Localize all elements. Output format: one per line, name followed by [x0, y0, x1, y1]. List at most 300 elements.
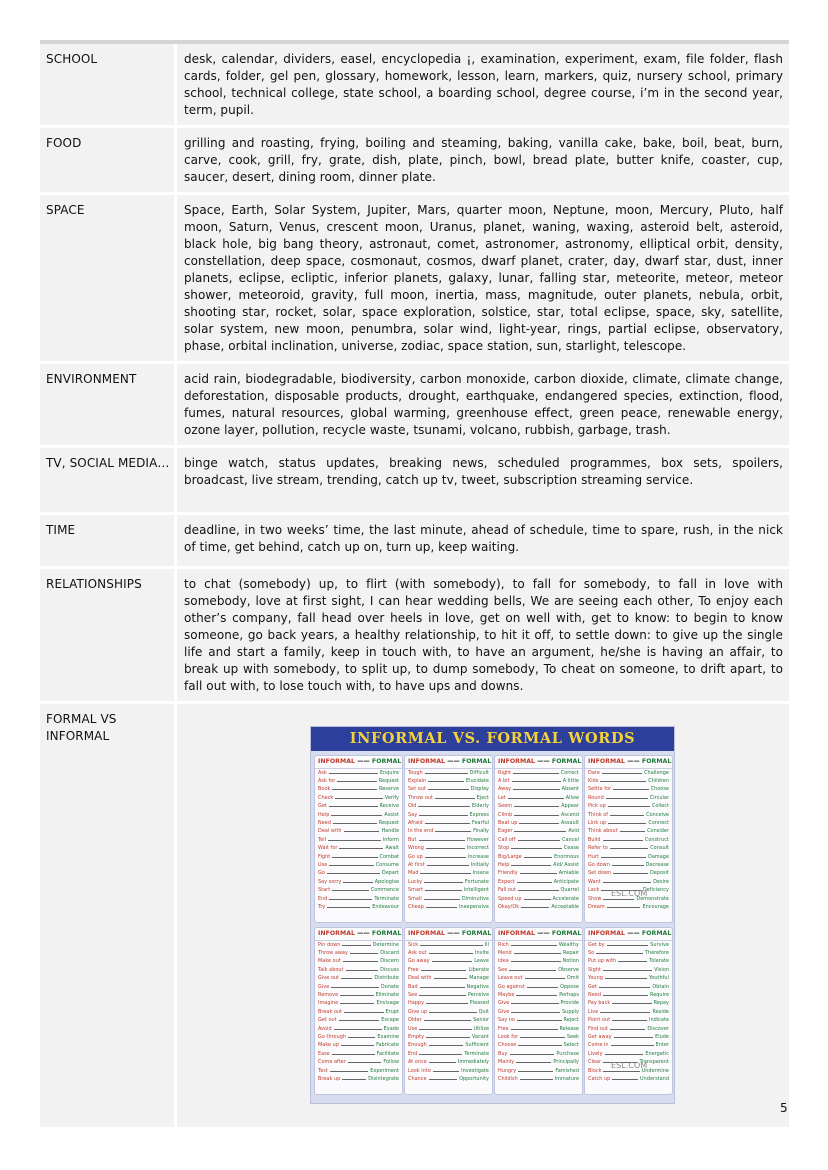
table-row [40, 704, 789, 1130]
connector-line [512, 781, 561, 782]
connector-line [599, 987, 650, 988]
informal-word: Get away [588, 1034, 612, 1040]
informal-word: Eager [498, 828, 513, 835]
formal-word: Oppose [560, 983, 579, 990]
formal-word: Experiment [370, 1067, 399, 1074]
formal-word: Immature [554, 1075, 579, 1082]
formal-word: Receive [379, 803, 399, 810]
formal-word: Facilitate [376, 1050, 399, 1057]
formal-word: Leave [474, 958, 489, 965]
formal-word: Circular [649, 794, 669, 801]
formal-word: Reserve [378, 786, 399, 793]
connector-line [605, 978, 647, 979]
informal-word: Empty [408, 1034, 425, 1040]
connector-line [435, 831, 471, 832]
informal-word: Need [318, 820, 331, 827]
connector-line [612, 1020, 647, 1021]
formal-word: Handle [381, 828, 399, 835]
informal-header: INFORMAL [408, 758, 446, 765]
informal-word: Live [588, 1008, 599, 1015]
connector-line [425, 857, 466, 858]
category-cell: SPACE [40, 195, 177, 364]
connector-line [350, 953, 378, 954]
category-cell: TV, SOCIAL MEDIA… [40, 448, 177, 515]
formal-word: Survive [650, 941, 669, 948]
formal-word: Disintegrate [368, 1075, 399, 1082]
word-pair [315, 1075, 402, 1083]
formal-header: FORMAL [461, 758, 492, 765]
formal-word: Repay [653, 1000, 669, 1007]
connector-line [520, 1079, 553, 1080]
connector-line [527, 987, 558, 988]
formal-word: Avid [568, 828, 579, 835]
formal-word: Endeavour [372, 903, 399, 910]
informal-word: End [318, 895, 328, 902]
connector-line [342, 1079, 366, 1080]
informal-word: Beat up [498, 820, 518, 827]
header-dash: —— [625, 758, 642, 765]
formal-word: Tolerate [649, 958, 669, 965]
formal-word: Commence [370, 887, 399, 894]
words-cell: acid rain, biodegradable, biodiversity, carbon monoxide, carbon dioxide, climate, climate change, deforestation, disposable products, drought, earthquake, endangered species, extinction, flood, fumes, natural resources, global warming, greenhouse effect, green peace, renewable energy, ozone layer, pollution, recycle waste, tsunami, volcano, rubbish, garbage, trash. [177, 364, 789, 448]
formal-word: Discover [647, 1025, 669, 1032]
connector-line [620, 831, 645, 832]
formal-word: Apologise [374, 878, 399, 885]
connector-line [420, 945, 483, 946]
informal-word: Go away [408, 958, 430, 965]
connector-line [429, 1045, 464, 1046]
word-pair [585, 1075, 672, 1083]
informal-word: Smart [408, 887, 424, 894]
informal-word: Talk about [318, 966, 344, 973]
connector-line [332, 890, 369, 891]
informal-word: Go [318, 870, 325, 877]
informal-word: Free [408, 966, 419, 973]
formal-word: Insane [472, 870, 489, 877]
infographic-title: INFORMAL VS. FORMAL WORDS [311, 727, 674, 751]
connector-line [602, 773, 642, 774]
connector-line [424, 1020, 472, 1021]
category-cell: TIME [40, 515, 177, 569]
connector-line [511, 945, 557, 946]
formal-word: Transparent [639, 1059, 669, 1066]
connector-line [607, 945, 649, 946]
word-panel [494, 755, 583, 923]
connector-line [518, 1071, 553, 1072]
formal-word: Sufficient [465, 1042, 489, 1049]
category-cell: RELATIONSHIPS [40, 569, 177, 704]
header-dash: —— [535, 930, 552, 937]
connector-line [346, 970, 379, 971]
formal-word: Conceive [646, 811, 669, 818]
informal-word: Right [498, 769, 512, 776]
connector-line [603, 970, 652, 971]
formal-header: FORMAL [371, 930, 402, 937]
words-cell: to chat (somebody) up, to flirt (with somebody), to fall for somebody, to fall in love with somebody, love at first sight, I can hear wedding bells, We are seeing each other, To enjoy each other’s company, fall head over heels in love, get on well with, get to know: to begin to know someone, go back years, a healthy relationship, to hit it off, to settle down: to give up the single life and start a family, keep in touch with, to have an argument, he/she is having an affair, to break up with somebody, to split up, to dump somebody, To cheat on someone, to drift apart, to fall out with, to lose touch with, to have ups and downs. [177, 569, 789, 704]
informal-word: Let [498, 794, 506, 801]
formal-word: Consider [647, 828, 669, 835]
formal-word: Wealthy [558, 941, 579, 948]
connector-line [340, 995, 373, 996]
formal-word: Fortunate [464, 878, 489, 885]
informal-word: Older [408, 1017, 422, 1024]
informal-word: Hurt [588, 853, 599, 860]
informal-word: Small [408, 895, 422, 902]
informal-word: Old [408, 803, 417, 810]
informal-word: Help [318, 811, 330, 818]
connector-line [343, 882, 372, 883]
formal-word: Obtain [652, 983, 669, 990]
table-row [40, 448, 789, 515]
formal-word: Quit [478, 1008, 489, 1015]
connector-line [610, 848, 648, 849]
connector-line [511, 961, 561, 962]
formal-word: Determine [372, 941, 399, 948]
connector-line [510, 1054, 555, 1055]
informal-word: Build [588, 836, 601, 843]
connector-line [340, 1003, 374, 1004]
formal-word: Intelligent [463, 887, 489, 894]
connector-line [612, 1079, 638, 1080]
connector-line [337, 781, 376, 782]
formal-word: Amiable [558, 870, 579, 877]
informal-word: Test [318, 1067, 328, 1074]
informal-word: Throw away [318, 950, 348, 957]
informal-word: Go down [588, 862, 610, 868]
informal-word: Lucky [408, 878, 423, 885]
informal-word: End [408, 1050, 418, 1057]
connector-line [608, 806, 650, 807]
informal-word: Lack [588, 887, 600, 894]
informal-header: INFORMAL [318, 930, 356, 937]
formal-word: Construct [644, 836, 669, 843]
formal-word: Request [378, 778, 399, 785]
words-cell: Space, Earth, Solar System, Jupiter, Mars, quarter moon, Neptune, moon, Mercury, Pluto, half moon, Saturn, Venus, crescent moon, Uranus, planet, waning, waxing, asteroid belt, asteroid, black hole, big bang theory, astronaut, comet, astronomer, astronomy, elliptical orbit, density, constellation, deep space, cosmonaut, cosmos, dwarf planet, crater, day, dwarf star, dust, inner planets, eclipse, ecliptic, inferior planets, galaxy, lunar, falling star, meteorite, meteor, meteor shower, meteoroid, gravity, full moon, inertia, mass, magnitude, outer planets, nebula, orbit, shooting star, rocket, solar, space exploration, solstice, star, total eclipse, space, sky, satellite, solar system, new moon, penumbra, solar wind, light-year, rings, partial eclipse, observatory, phase, orbital inclination, universe, zodiac, space station, sun, starlight, telescope. [177, 195, 789, 364]
formal-word: Utilize [473, 1025, 489, 1032]
formal-word: Assist [384, 811, 399, 818]
informal-word: Ask for [318, 778, 336, 785]
informal-word: Break up [318, 1075, 341, 1082]
informal-word: Try [318, 903, 326, 910]
formal-word: Fabricate [376, 1042, 399, 1049]
connector-line [517, 882, 552, 883]
informal-word: Free [498, 1025, 509, 1032]
formal-word: Demonstrate [636, 895, 669, 902]
informal-word: Go against [498, 983, 525, 990]
connector-line [339, 1020, 380, 1021]
table-row [40, 515, 789, 569]
formal-word: Immediately [457, 1059, 489, 1066]
formal-word: Consume [375, 862, 399, 868]
formal-word: Choose [650, 786, 669, 793]
formal-word: Manage [469, 975, 489, 982]
informal-header: INFORMAL [408, 930, 446, 937]
informal-word: Catch up [588, 1075, 611, 1082]
informal-word: Away [498, 786, 512, 793]
informal-word: Clear [588, 1059, 602, 1066]
word-pair [405, 903, 492, 911]
informal-word: Set down [588, 870, 612, 877]
formal-word: Require [649, 992, 669, 999]
connector-line [610, 1029, 645, 1030]
formal-word: Diminutive [461, 895, 489, 902]
connector-line [429, 1079, 457, 1080]
formal-word: Donate [380, 983, 399, 990]
informal-word: Tell [318, 836, 327, 843]
formal-word: Deposit [649, 870, 669, 877]
connector-line [344, 1012, 383, 1013]
connector-line [428, 789, 469, 790]
formal-word: Liberate [468, 966, 489, 973]
formal-word: Elude [655, 1034, 669, 1040]
formal-word: Elucidate [465, 778, 489, 785]
formal-word: Consult [650, 845, 669, 852]
formal-word: Enter [655, 1042, 669, 1049]
informal-word: Throw out [408, 794, 433, 801]
connector-line [331, 815, 382, 816]
informal-word: At once [408, 1059, 427, 1066]
formal-word: Finally [473, 828, 489, 835]
word-panel [314, 927, 403, 1095]
connector-line [610, 815, 644, 816]
informal-word: Block [588, 1067, 602, 1074]
connector-line [508, 798, 564, 799]
word-pair [495, 903, 582, 911]
page-number: 5 [780, 1101, 788, 1115]
connector-line [516, 1062, 551, 1063]
connector-line [335, 798, 383, 799]
connector-line [514, 831, 566, 832]
informal-word: So [588, 950, 595, 957]
connector-line [433, 1071, 459, 1072]
connector-line [343, 961, 378, 962]
informal-header: INFORMAL [318, 758, 356, 765]
informal-word: Mad [408, 870, 419, 877]
formal-word: Escape [381, 1017, 399, 1024]
words-cell [177, 704, 789, 1130]
formal-word: Seek [566, 1034, 579, 1040]
informal-word: Childish [498, 1075, 518, 1082]
formal-word: Cease [563, 845, 579, 852]
informal-word: Break out [318, 1008, 343, 1015]
connector-line [518, 840, 561, 841]
connector-line [517, 1020, 562, 1021]
connector-line [520, 873, 557, 874]
formal-word: Children [648, 778, 669, 785]
formal-word: Negative [466, 983, 489, 990]
formal-word: Verify [384, 794, 399, 801]
formal-word: Accelerate [552, 895, 579, 902]
informal-word: Say [408, 811, 418, 818]
informal-word: Book [318, 786, 331, 793]
formal-word: Reside [652, 1008, 669, 1015]
connector-line [344, 831, 380, 832]
connector-line [426, 907, 457, 908]
formal-word: Terminate [464, 1050, 489, 1057]
informal-word: Enough [408, 1042, 427, 1049]
connector-line [331, 987, 379, 988]
table-row [40, 364, 789, 448]
formal-header: FORMAL [371, 758, 402, 765]
informal-word: Say no [498, 1017, 515, 1024]
connector-line [426, 1003, 468, 1004]
formal-word: Assault [560, 820, 579, 827]
informal-word: Refer to [588, 845, 608, 852]
formal-word: Perceive [467, 992, 489, 999]
informal-header: INFORMAL [498, 930, 536, 937]
formal-word: Energetic [645, 1050, 669, 1057]
connector-line [514, 953, 561, 954]
table-row [40, 195, 789, 364]
connector-line [425, 890, 462, 891]
formal-header: FORMAL [641, 758, 672, 765]
connector-line [339, 848, 383, 849]
informal-word: Wrong [408, 845, 424, 852]
formal-word: Indicate [648, 1017, 669, 1024]
connector-line [525, 978, 565, 979]
connector-line [419, 815, 467, 816]
informal-header: INFORMAL [498, 758, 536, 765]
informal-word: Look into [408, 1067, 431, 1074]
words-cell: binge watch, status updates, breaking news, scheduled programmes, box sets, spoilers, broadcast, live stream, trending, catch up tv, tweet, subscription streaming service. [177, 448, 789, 515]
formal-word: Discuss [380, 966, 399, 973]
informal-word: Dare [588, 769, 600, 776]
connector-line [329, 773, 378, 774]
informal-word: In the end [408, 828, 434, 835]
connector-line [332, 789, 377, 790]
table-row [40, 569, 789, 704]
connector-line [341, 978, 372, 979]
formal-header: FORMAL [551, 930, 582, 937]
formal-word: Undermine [641, 1067, 669, 1074]
informal-word: Stop [498, 845, 510, 852]
formal-word: Distribute [374, 975, 399, 982]
formal-word: Absent [561, 786, 579, 793]
connector-line [434, 978, 468, 979]
word-panel [404, 755, 493, 923]
words-cell: deadline, in two weeks’ time, the last minute, ahead of schedule, time to spare, rush, in the nick of time, get behind, catch up on, turn up, keep waiting. [177, 515, 789, 569]
formal-header: FORMAL [461, 930, 492, 937]
informal-word: Ask out [408, 950, 427, 957]
formal-word: Select [563, 1042, 579, 1049]
formal-word: Vacant [472, 1034, 489, 1040]
header-dash: —— [355, 930, 372, 937]
informal-word: Explain [408, 778, 427, 785]
informal-word: Call off [498, 836, 516, 843]
formal-word: Eliminate [375, 992, 399, 999]
formal-word: Collect [651, 803, 669, 810]
header-dash: —— [355, 758, 372, 765]
informal-word: Put up with [588, 958, 617, 965]
formal-word: Inform [382, 836, 399, 843]
connector-line [612, 1003, 651, 1004]
formal-word: Investigate [461, 1067, 489, 1074]
word-pair [405, 1075, 492, 1083]
formal-word: Combat [379, 853, 399, 860]
connector-line [614, 1037, 654, 1038]
connector-line [418, 806, 469, 807]
informal-word: Tough [408, 769, 423, 776]
formal-word: Initially [470, 862, 489, 868]
informal-word: Think of [588, 811, 609, 818]
words-cell: grilling and roasting, frying, boiling and steaming, baking, vanilla cake, bake, boil, beat, burn, carve, cook, grill, fry, grate, dish, plate, pinch, bowl, bread plate, butter knife, coaster, cup, saucer, desert, dining room, dinner plate. [177, 128, 789, 195]
formal-word: Pleased [469, 1000, 489, 1007]
informal-word: Go up [408, 853, 423, 860]
header-dash: —— [445, 758, 462, 765]
connector-line [435, 798, 475, 799]
informal-word: Choose [498, 1042, 517, 1049]
formal-word: Therefore [644, 950, 669, 957]
formal-word: Display [470, 786, 489, 793]
informal-word: Bad [408, 983, 418, 990]
vocabulary-table [40, 44, 789, 1130]
formal-word: Request [378, 820, 399, 827]
table-row [40, 128, 789, 195]
formal-word: Elderly [471, 803, 489, 810]
formal-word: Desire [653, 878, 669, 885]
informal-word: Hungry [498, 1067, 517, 1074]
formal-word: Deficiency [642, 887, 669, 894]
category-cell: SCHOOL [40, 44, 177, 128]
connector-line [428, 781, 464, 782]
formal-word: Invite [474, 950, 489, 957]
formal-word: Discern [380, 958, 399, 965]
informal-word: Avoid [318, 1025, 332, 1032]
informal-word: Round [588, 794, 604, 801]
watermark-text: ESL.COM [611, 889, 648, 898]
informal-word: Maybe [498, 992, 515, 999]
informal-word: Link up [588, 820, 607, 827]
connector-line [429, 1062, 456, 1063]
informal-word: Speed up [498, 895, 522, 902]
informal-word: Make up [318, 1042, 339, 1049]
header-dash: —— [445, 930, 462, 937]
connector-line [420, 987, 465, 988]
watermark-text: ESL.COM [611, 1061, 648, 1070]
connector-line [607, 907, 641, 908]
connector-line [613, 873, 648, 874]
informal-word: At first [408, 862, 425, 868]
informal-word: Remove [318, 992, 339, 999]
informal-word: Young [588, 975, 603, 982]
formal-word: Purchase [556, 1050, 579, 1057]
formal-word: Express [469, 811, 489, 818]
informal-word: Set out [408, 786, 426, 793]
formal-word: Erupt [385, 1008, 399, 1015]
formal-word: However [467, 836, 489, 843]
formal-word: Notion [562, 958, 579, 965]
word-panel [404, 927, 493, 1095]
informal-word: Make out [318, 958, 341, 965]
formal-word: Repair [563, 950, 579, 957]
formal-word: Damage [648, 853, 669, 860]
informal-word: Pin down [318, 941, 341, 948]
formal-header: FORMAL [641, 930, 672, 937]
informal-word: Start [318, 887, 331, 894]
informal-word: Pay back [588, 1000, 611, 1007]
informal-word: Okay/Ok [498, 903, 520, 910]
formal-word: Await [385, 845, 399, 852]
connector-line [514, 806, 559, 807]
informal-word: Afraid [408, 820, 423, 827]
formal-word: Difficult [469, 769, 489, 776]
category-cell: FORMAL VS INFORMAL [40, 704, 177, 1130]
formal-word: Depart [381, 870, 399, 877]
category-cell: ENVIRONMENT [40, 364, 177, 448]
informal-word: Leave out [498, 975, 523, 982]
informal-word: Chance [408, 1075, 427, 1082]
connector-line [520, 1037, 565, 1038]
